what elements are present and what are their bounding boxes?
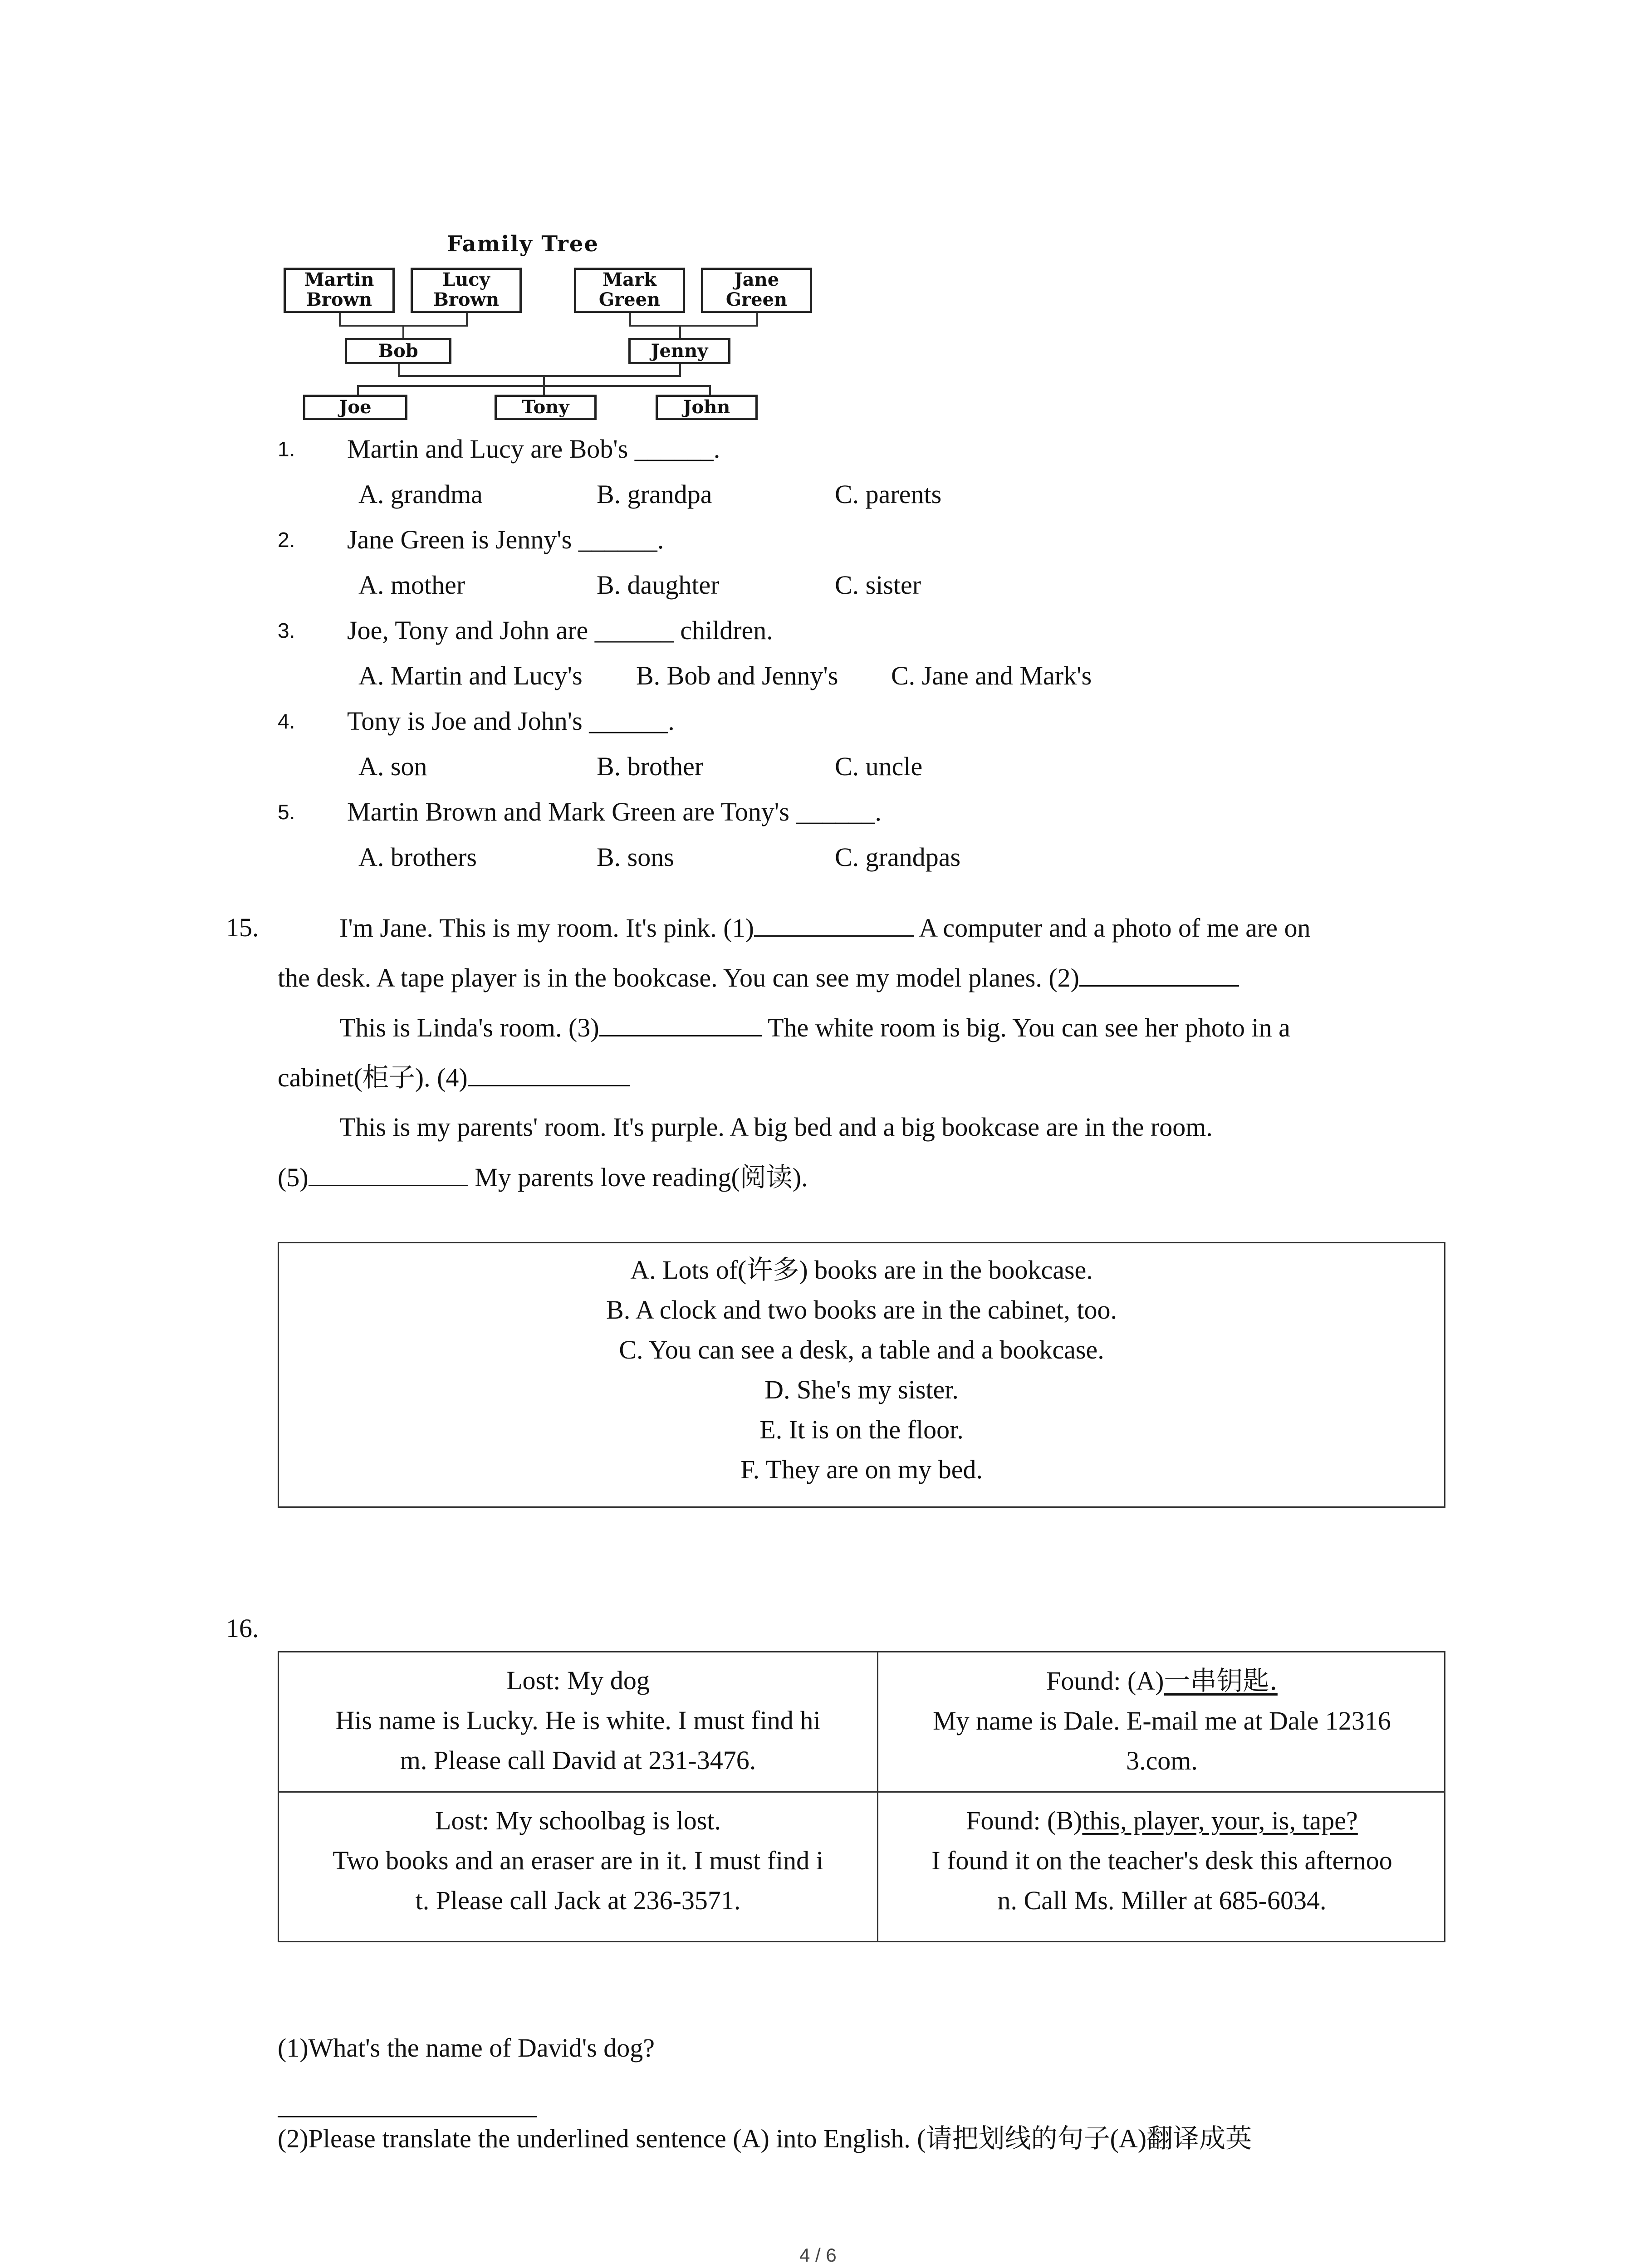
option-a: A. Lots of(许多) books are in the bookcase. bbox=[630, 1255, 1093, 1285]
tree-name: John bbox=[683, 396, 730, 418]
option-c: C. grandpas bbox=[835, 842, 961, 872]
underlined-sentence-a: 一串钥匙. bbox=[1164, 1665, 1278, 1696]
q15-line-2 bbox=[278, 962, 1239, 994]
tree-connector bbox=[357, 385, 711, 387]
tree-name-last: Brown bbox=[306, 289, 372, 310]
tree-member-jane-green bbox=[701, 268, 812, 313]
notice-found-tape-player bbox=[878, 1793, 1445, 1942]
option-d: D. She's my sister. bbox=[764, 1375, 959, 1404]
passage-text: This is my parents' room. It's purple. A big bed and a big bookcase are in the room. bbox=[339, 1112, 1213, 1142]
tree-name-first: Martin bbox=[304, 269, 374, 290]
tree-name-first: Jane bbox=[734, 269, 779, 290]
option-a: A. Martin and Lucy's bbox=[358, 661, 583, 690]
q15-line-5 bbox=[339, 1111, 1213, 1143]
option-c: C. uncle bbox=[835, 752, 923, 781]
tree-connector bbox=[398, 364, 400, 376]
question-number: 4. bbox=[278, 709, 295, 733]
option-c: C. parents bbox=[835, 479, 942, 509]
passage-text: cabinet(柜子). (4) bbox=[278, 1063, 468, 1092]
tree-name-first: Lucy bbox=[442, 269, 490, 290]
passage-text: I'm Jane. This is my room. It's pink. (1) bbox=[339, 913, 754, 943]
notice-line: m. Please call David at 231-3476. bbox=[400, 1745, 756, 1775]
option-a: A. son bbox=[358, 752, 427, 781]
tree-connector bbox=[543, 375, 545, 386]
tree-connector bbox=[466, 313, 468, 326]
passage-text: A computer and a photo of me are on bbox=[913, 913, 1311, 943]
tree-name: Bob bbox=[378, 340, 418, 362]
tree-connector bbox=[756, 313, 758, 326]
notice-line: My name is Dale. E-mail me at Dale 12316 bbox=[933, 1706, 1391, 1735]
question-text: Joe, Tony and John are ______ children. bbox=[347, 616, 773, 645]
answer-blank-5[interactable] bbox=[309, 1161, 468, 1186]
notice-line bbox=[878, 1661, 1445, 1701]
q16-sub-question-2: (2)Please translate the underlined sentence (A) into English. (请把划线的句子(A)翻译成英 bbox=[278, 2124, 1252, 2153]
notice-line bbox=[878, 1801, 1445, 1841]
notice-lost-dog bbox=[279, 1652, 877, 1791]
option-a: A. grandma bbox=[358, 479, 483, 509]
tree-name-last: Brown bbox=[433, 289, 500, 310]
question-text: Martin Brown and Mark Green are Tony's ______. bbox=[347, 797, 882, 826]
tree-member-jenny bbox=[628, 338, 730, 364]
answer-line-1[interactable] bbox=[278, 2116, 537, 2117]
option-b: B. daughter bbox=[597, 570, 720, 600]
tree-connector bbox=[679, 364, 681, 376]
notice-line: Lost: My schoolbag is lost. bbox=[435, 1806, 721, 1835]
question-text: Tony is Joe and John's ______. bbox=[347, 706, 675, 736]
notice-line: Lost: My dog bbox=[506, 1666, 650, 1695]
family-tree-title: Family Tree bbox=[447, 231, 599, 257]
passage-text: The white room is big. You can see her photo in a bbox=[761, 1013, 1290, 1042]
tree-name-last: Green bbox=[598, 289, 661, 310]
option-b: B. grandpa bbox=[597, 479, 712, 509]
q15-line-3 bbox=[339, 1012, 1290, 1044]
q16-sub-question-1: (1)What's the name of David's dog? bbox=[278, 2033, 655, 2063]
page-number: 4 / 6 bbox=[799, 2244, 837, 2266]
option-b: B. A clock and two books are in the cabinet, too. bbox=[606, 1295, 1117, 1325]
tree-name: Joe bbox=[339, 396, 372, 418]
notice-line: His name is Lucky. He is white. I must find hi bbox=[335, 1706, 821, 1735]
question-number: 5. bbox=[278, 800, 295, 824]
question-number: 16. bbox=[226, 1613, 259, 1643]
option-b: B. brother bbox=[597, 752, 704, 781]
question-number: 1. bbox=[278, 437, 295, 461]
tree-name: Tony bbox=[522, 396, 569, 418]
q15-line-1 bbox=[339, 912, 1311, 944]
tree-member-joe bbox=[303, 395, 407, 420]
passage-text: (5) bbox=[278, 1163, 309, 1192]
notice-table bbox=[278, 1651, 1445, 1942]
option-a: A. mother bbox=[358, 570, 465, 600]
underlined-words-b: this, player, your, is, tape? bbox=[1082, 1806, 1358, 1835]
notice-label: Found: (B) bbox=[966, 1806, 1083, 1835]
answer-blank-1[interactable] bbox=[754, 912, 914, 937]
tree-connector bbox=[629, 325, 758, 327]
tree-name: Jenny bbox=[651, 340, 708, 362]
option-a: A. brothers bbox=[358, 842, 477, 872]
notice-line: I found it on the teacher's desk this afternoo bbox=[931, 1846, 1392, 1875]
q15-line-6 bbox=[278, 1161, 808, 1193]
option-e: E. It is on the floor. bbox=[759, 1415, 964, 1444]
answer-blank-4[interactable] bbox=[468, 1061, 630, 1086]
option-f: F. They are on my bed. bbox=[740, 1455, 983, 1484]
notice-line: 3.com. bbox=[1126, 1746, 1198, 1775]
answer-blank-2[interactable] bbox=[1079, 962, 1239, 987]
option-c: C. sister bbox=[835, 570, 921, 600]
tree-member-lucy-brown bbox=[411, 268, 522, 313]
passage-text: My parents love reading(阅读). bbox=[468, 1163, 808, 1192]
notice-lost-schoolbag bbox=[279, 1793, 877, 1942]
option-b: B. Bob and Jenny's bbox=[636, 661, 838, 690]
tree-connector bbox=[398, 375, 681, 377]
tree-member-john bbox=[656, 395, 758, 420]
answer-blank-3[interactable] bbox=[599, 1012, 762, 1036]
notice-line: Two books and an eraser are in it. I must find i bbox=[333, 1846, 823, 1875]
q15-options-box bbox=[278, 1242, 1445, 1508]
question-number: 2. bbox=[278, 528, 295, 552]
q15-line-4 bbox=[278, 1061, 630, 1094]
passage-text: This is Linda's room. (3) bbox=[339, 1013, 599, 1042]
question-text: Jane Green is Jenny's ______. bbox=[347, 525, 664, 554]
question-number: 15. bbox=[226, 913, 259, 942]
notice-label: Found: (A) bbox=[1046, 1666, 1164, 1696]
tree-name-last: Green bbox=[725, 289, 788, 310]
notice-found-keys bbox=[878, 1652, 1445, 1791]
question-text: Martin and Lucy are Bob's ______. bbox=[347, 434, 720, 464]
tree-connector bbox=[339, 313, 341, 326]
option-b: B. sons bbox=[597, 842, 674, 872]
option-c: C. You can see a desk, a table and a bookcase. bbox=[619, 1335, 1104, 1364]
tree-member-tony bbox=[495, 395, 597, 420]
tree-member-bob bbox=[345, 338, 451, 364]
tree-connector bbox=[629, 313, 631, 326]
option-c: C. Jane and Mark's bbox=[891, 661, 1092, 690]
notice-line: t. Please call Jack at 236-3571. bbox=[415, 1886, 741, 1915]
tree-member-mark-green bbox=[574, 268, 685, 313]
notice-line: n. Call Ms. Miller at 685-6034. bbox=[997, 1886, 1327, 1915]
passage-text: the desk. A tape player is in the bookcase. You can see my model planes. (2) bbox=[278, 963, 1079, 992]
tree-name-first: Mark bbox=[603, 269, 656, 290]
tree-member-martin-brown bbox=[284, 268, 395, 313]
question-number: 3. bbox=[278, 619, 295, 642]
